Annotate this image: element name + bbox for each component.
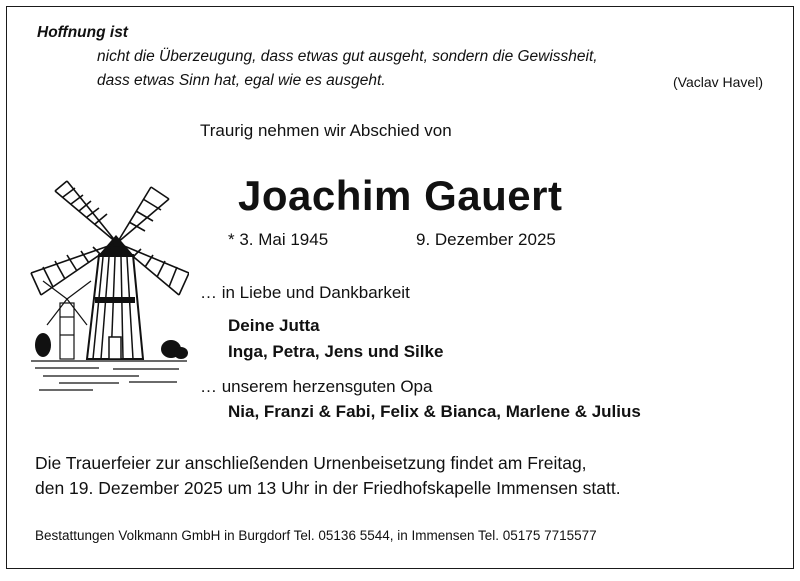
death-date: 9. Dezember 2025: [416, 230, 556, 249]
funeral-info-line-2: den 19. Dezember 2025 um 13 Uhr in der Friedhofskapelle Immensen statt.: [35, 478, 621, 498]
mourner-spouse: Deine Jutta: [228, 316, 320, 335]
quote-line-1: nicht die Überzeugung, dass etwas gut ausgeht, sondern die Gewissheit,: [97, 48, 598, 65]
mourner-children: Inga, Petra, Jens und Silke: [228, 342, 444, 361]
obituary-notice: [6, 6, 794, 569]
quote-author: (Vaclav Havel): [673, 74, 763, 90]
funeral-info-line-1: Die Trauerfeier zur anschließenden Urnenbeisetzung findet am Freitag,: [35, 453, 587, 473]
mourners-line-2: … unserem herzensguten Opa: [200, 377, 433, 396]
windmill-icon: [29, 177, 189, 399]
mourner-grandchildren: Nia, Franzi & Fabi, Felix & Bianca, Marlene & Julius: [228, 402, 641, 421]
intro-text: Traurig nehmen wir Abschied von: [200, 121, 452, 140]
deceased-name: Joachim Gauert: [238, 172, 563, 219]
quote-line-2: dass etwas Sinn hat, egal wie es ausgeht.: [97, 72, 386, 89]
quote-heading: Hoffnung ist: [37, 24, 128, 41]
mourners-line-1: … in Liebe und Dankbarkeit: [200, 283, 410, 302]
birth-date: * 3. Mai 1945: [228, 230, 329, 249]
undertaker-contact: Bestattungen Volkmann GmbH in Burgdorf Tel. 05136 5544, in Immensen Tel. 05175 7715577: [35, 528, 597, 543]
